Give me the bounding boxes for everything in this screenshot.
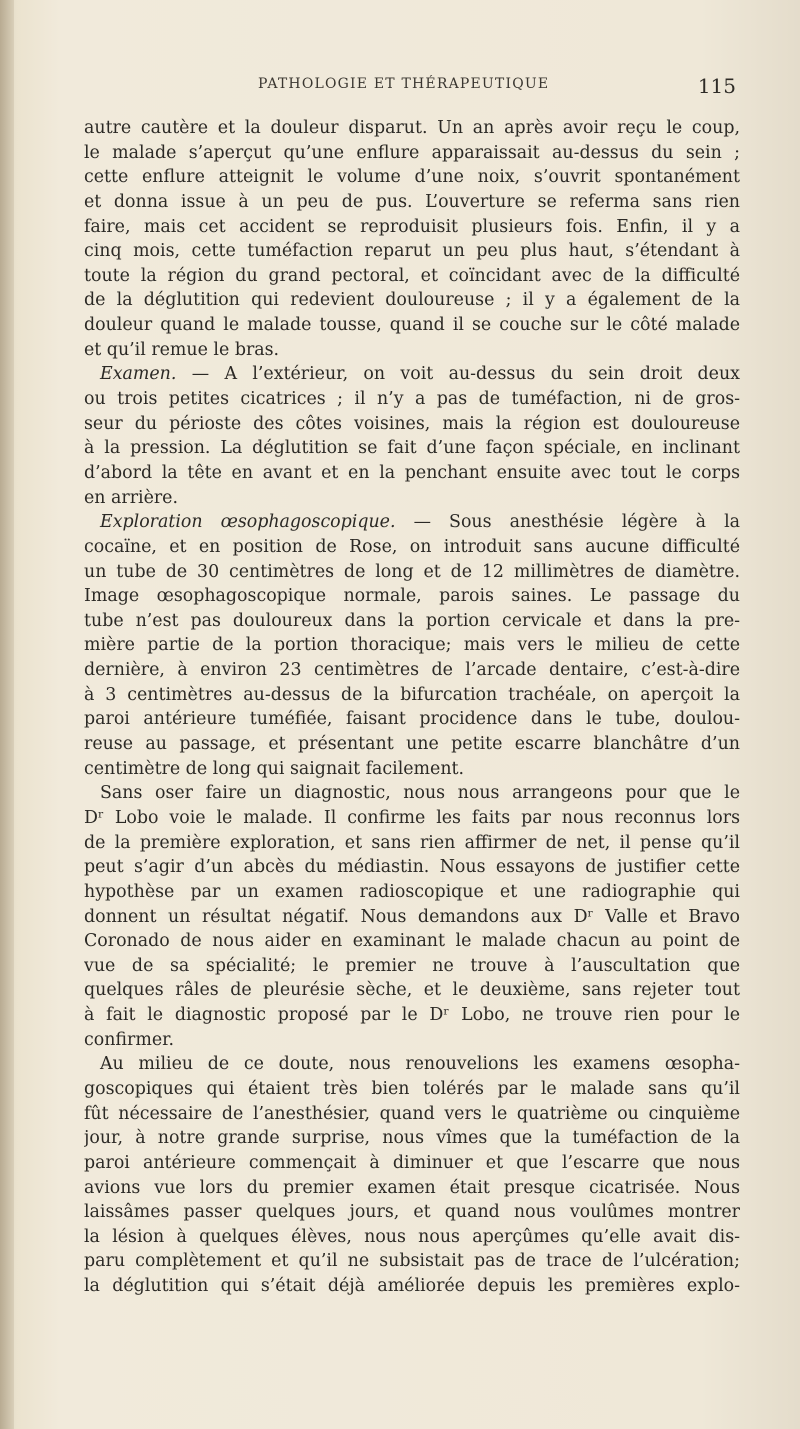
page-number: 115 [697, 74, 736, 98]
text-line: toute la région du grand pectoral, et coïncidant avec de la difficulté [84, 265, 740, 286]
text-line: la déglutition qui s’était déjà améliorée depuis les premières explo- [84, 1276, 740, 1297]
text-line: goscopiques qui étaient très bien tolérés par le malade sans qu’il [84, 1078, 740, 1099]
text-line: cinq mois, cette tuméfaction reparut un peu plus haut, s’étendant à [84, 241, 740, 262]
text-line: ou trois petites cicatrices ; il n’y a pas de tuméfaction, ni de gros- [84, 389, 740, 410]
text-line: reuse au passage, et présentant une petite escarre blanchâtre d’un [84, 734, 740, 755]
section-lead-examen: Examen. [100, 364, 177, 385]
text-line: de la première exploration, et sans rien affirmer de net, il pense qu’il [84, 832, 740, 853]
running-title: PATHOLOGIE ET THÉRAPEUTIQUE [258, 76, 550, 92]
text-line: seur du périoste des côtes voisines, mais la région est douloureuse [84, 413, 740, 434]
paragraph-examen [84, 362, 740, 510]
text-line: à fait le diagnostic proposé par le Dʳ Lobo, ne trouve rien pour le [84, 1005, 740, 1026]
text-line: mière partie de la portion thoracique; mais vers le milieu de cette [84, 635, 740, 656]
text-line: cette enflure atteignit le volume d’une noix, s’ouvrit spontanément [84, 167, 740, 188]
text-line: Image œsophagoscopique normale, parois saines. Le passage du [84, 586, 740, 607]
page-header [258, 74, 738, 96]
section-lead-exploration: Exploration œsophagoscopique. [100, 512, 396, 533]
text-line: donnent un résultat négatif. Nous demandons aux Dʳ Valle et Bravo [84, 906, 740, 927]
text-line: fût nécessaire de l’anesthésier, quand vers le quatrième ou cinquième [84, 1103, 740, 1124]
text-line: paroi antérieure commençait à diminuer et que l’escarre que nous [84, 1152, 740, 1173]
page-binding-edge [0, 0, 14, 1429]
text-line [84, 362, 740, 387]
text-line: la lésion à quelques élèves, nous nous aperçûmes qu’elle avait dis- [84, 1226, 740, 1247]
text-line: dernière, à environ 23 centimètres de l’arcade dentaire, c’est-à-dire [84, 660, 740, 681]
text-line: quelques râles de pleurésie sèche, et le deuxième, sans rejeter tout [84, 980, 740, 1001]
text-line: paru complètement et qu’il ne subsistait pas de trace de l’ulcération; [84, 1251, 740, 1272]
text-line: avions vue lors du premier examen était presque cicatrisée. Nous [84, 1177, 740, 1198]
paragraph-doute [84, 1052, 740, 1298]
text-line: confirmer. [84, 1029, 175, 1050]
text-line: centimètre de long qui saignait facilement. [84, 758, 465, 779]
text-run: — A l’extérieur, on voit au-dessus du sein droit deux [176, 364, 740, 385]
text-line [84, 510, 740, 535]
body-text [84, 116, 740, 1299]
text-line: tube n’est pas douloureux dans la portion cervicale et dans la pre- [84, 610, 740, 631]
text-line: d’abord la tête en avant et en la penchant ensuite avec tout le corps [84, 462, 740, 483]
text-line: de la déglutition qui redevient douloureuse ; il y a également de la [84, 290, 740, 311]
text-line: en arrière. [84, 487, 179, 508]
text-line: laissâmes passer quelques jours, et quand nous voulûmes montrer [84, 1202, 740, 1223]
text-line: jour, à notre grande surprise, nous vîmes que la tuméfaction de la [84, 1128, 740, 1149]
text-line: à 3 centimètres au-dessus de la bifurcation trachéale, on aperçoit la [84, 684, 740, 705]
text-line: peut s’agir d’un abcès du médiastin. Nous essayons de justifier cette [84, 857, 740, 878]
text-line: et qu’il remue le bras. [84, 339, 280, 360]
text-line: paroi antérieure tuméfiée, faisant procidence dans le tube, doulou- [84, 709, 740, 730]
text-line: douleur quand le malade tousse, quand il se couche sur le côté malade [84, 315, 740, 336]
text-line: à la pression. La déglutition se fait d’une façon spéciale, en inclinant [84, 438, 740, 459]
paragraph-diagnostic [84, 781, 740, 1052]
text-line: et donna issue à un peu de pus. L’ouverture se referma sans rien [84, 191, 740, 212]
text-line: le malade s’aperçut qu’une enflure apparaissait au-dessus du sein ; [84, 142, 740, 163]
text-run: — Sous anesthésie légère à la [395, 512, 740, 533]
text-line: vue de sa spécialité; le premier ne trouve à l’auscultation que [84, 955, 740, 976]
text-line: faire, mais cet accident se reproduisit plusieurs fois. Enfin, il y a [84, 216, 740, 237]
paragraph [84, 116, 740, 362]
paragraph-exploration [84, 510, 740, 781]
text-line: Sans oser faire un diagnostic, nous nous arrangeons pour que le [100, 783, 740, 804]
text-line: Au milieu de ce doute, nous renouvelions les examens œsopha- [100, 1054, 740, 1075]
text-line: autre cautère et la douleur disparut. Un an après avoir reçu le coup, [84, 118, 740, 138]
text-line: cocaïne, et en position de Rose, on introduit sans aucune difficulté [84, 536, 740, 557]
text-line: Coronado de nous aider en examinant le malade chacun au point de [84, 931, 740, 952]
text-line: hypothèse par un examen radioscopique et une radiographie qui [84, 881, 740, 902]
text-line: un tube de 30 centimètres de long et de 12 millimètres de diamètre. [84, 561, 740, 582]
text-line: Dʳ Lobo voie le malade. Il confirme les faits par nous reconnus lors [84, 807, 740, 828]
